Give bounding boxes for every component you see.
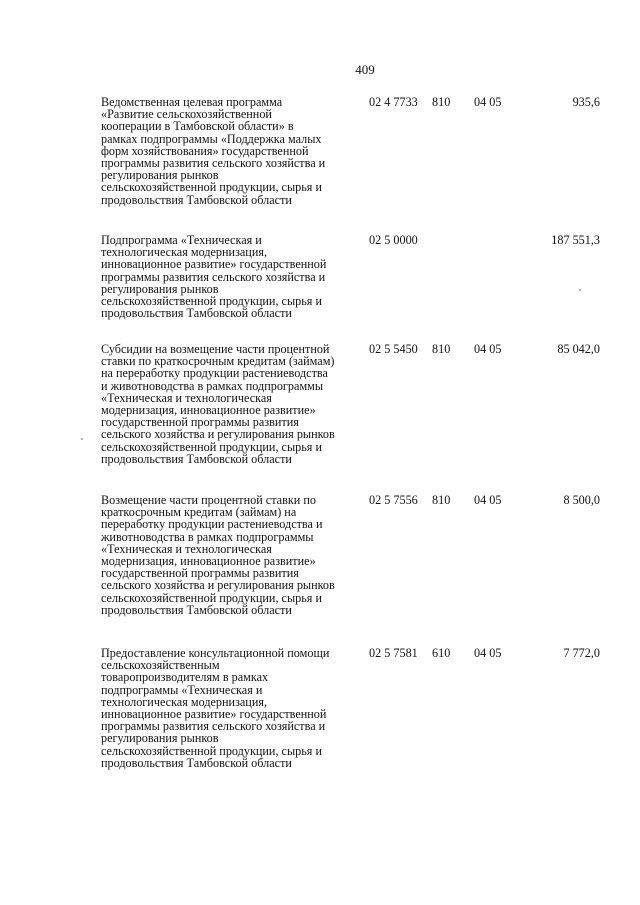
description-line: программы развития сельского хозяйства и [101, 269, 326, 284]
description-line: регулирования рынков [101, 168, 219, 183]
description-line: продовольствия Тамбовской области [101, 306, 292, 321]
row-description [101, 343, 363, 465]
target-code: 02 4 7733 [369, 95, 418, 109]
description-line: рамках подпрограммы «Поддержка малых [101, 131, 322, 146]
description-line: сельского хозяйства и регулирования рынков [101, 427, 335, 442]
section-code: 04 05 [474, 342, 502, 356]
target-code: 02 5 7556 [369, 493, 418, 507]
description-line: товаропроизводителям в рамках [101, 670, 269, 685]
description-line: сельскохозяйственной продукции, сырья и [101, 590, 322, 605]
description-line: «Техническая и технологическая [101, 541, 272, 556]
page-number: 409 [355, 62, 375, 77]
description-line: программы развития сельского хозяйства и [101, 156, 326, 171]
description-line: Предоставление консультационной помощи [101, 646, 330, 660]
description-line: форм хозяйствования» государственной [101, 143, 309, 158]
description-line: продовольствия Тамбовской области [101, 755, 292, 770]
target-code: 02 5 7581 [369, 646, 418, 660]
description-line: государственной программы развития [101, 566, 299, 581]
description-line: Возмещение части процентной ставки по [101, 493, 316, 507]
description-line: сельскохозяйственной продукции, сырья и [101, 743, 322, 758]
description-line: сельского хозяйства и регулирования рынков [101, 578, 335, 593]
description-line: Ведомственная целевая программа [101, 95, 283, 109]
description-line: «Развитие сельскохозяйственной [101, 107, 272, 122]
description-line: регулирования рынков [101, 281, 219, 296]
section-code: 04 05 [474, 95, 502, 109]
amount: 935,6 [572, 95, 600, 109]
expense-type: 610 [432, 646, 451, 660]
amount: 7 772,0 [563, 646, 600, 660]
description-line: технологическая модернизация, [101, 694, 267, 709]
expense-type: 810 [432, 493, 451, 507]
description-line: краткосрочным кредитам (займам) на [101, 505, 297, 520]
description-line: модернизация, инновационное развитие» [101, 403, 316, 418]
description-line: сельскохозяйственной продукции, сырья и [101, 294, 322, 309]
description-line: Субсидии на возмещение части процентной [101, 342, 330, 356]
row-description [101, 96, 363, 206]
amount: 85 042,0 [557, 342, 600, 356]
description-line: сельскохозяйственной продукции, сырья и [101, 439, 322, 454]
expense-type: 810 [432, 342, 451, 356]
target-code: 02 5 0000 [369, 233, 418, 247]
description-line: подпрограммы «Техническая и [101, 682, 263, 697]
description-line: технологическая модернизация, [101, 245, 267, 260]
description-line: на переработку продукции растениеводства [101, 366, 328, 381]
row-description [101, 647, 363, 769]
expense-type: 810 [432, 95, 451, 109]
row-description [101, 234, 363, 319]
section-code: 04 05 [474, 493, 502, 507]
description-line: продовольствия Тамбовской области [101, 192, 292, 207]
target-code: 02 5 5450 [369, 342, 418, 356]
description-line: инновационное развитие» государственной [101, 707, 327, 722]
section-code: 04 05 [474, 646, 502, 660]
description-line: регулирования рынков [101, 731, 219, 746]
amount: 8 500,0 [563, 493, 600, 507]
amount: 187 551,3 [551, 233, 600, 247]
description-line: животноводства в рамках подпрограммы [101, 529, 314, 544]
description-line: программы развития сельского хозяйства и [101, 719, 326, 734]
description-line: модернизация, инновационное развитие» [101, 554, 316, 569]
description-line: кооперации в Тамбовской области» в [101, 119, 294, 134]
description-line: Подпрограмма «Техническая и [101, 233, 262, 247]
description-line: продовольствия Тамбовской области [101, 602, 292, 617]
description-line: переработку продукции растениеводства и [101, 517, 323, 532]
description-line: сельскохозяйственным [101, 658, 220, 673]
description-line: государственной программы развития [101, 415, 299, 430]
description-line: сельскохозяйственной продукции, сырья и [101, 180, 322, 195]
description-line: продовольствия Тамбовской области [101, 451, 292, 466]
description-line: и животноводства в рамках подпрограммы [101, 378, 324, 393]
row-description [101, 494, 363, 616]
scan-speck [579, 289, 581, 291]
scan-speck [81, 438, 83, 440]
description-line: ставки по краткосрочным кредитам (займам) [101, 354, 335, 369]
description-line: инновационное развитие» государственной [101, 257, 327, 272]
description-line: «Техническая и технологическая [101, 390, 272, 405]
